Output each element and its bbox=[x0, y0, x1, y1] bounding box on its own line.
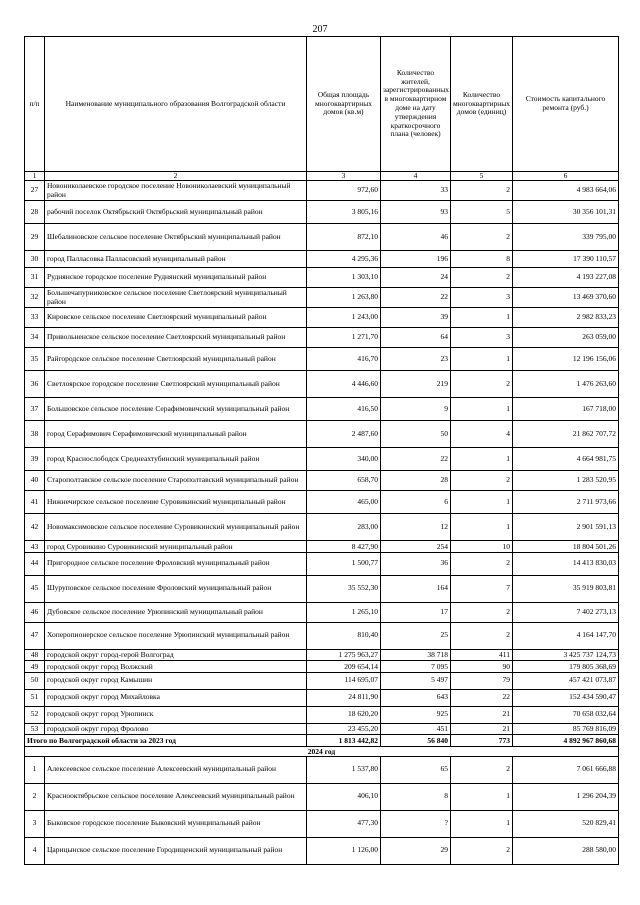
houses-cell: 1 bbox=[451, 783, 513, 810]
municipality-name: Большовское сельское поселение Серафимовичский муниципальный район bbox=[45, 398, 307, 421]
area-cell: 406,10 bbox=[307, 783, 381, 810]
cost-cell: 2 901 591,13 bbox=[513, 514, 619, 541]
header-name: Наименование муниципального образования Волгоградской области bbox=[45, 37, 307, 172]
houses-cell: 411 bbox=[451, 649, 513, 661]
houses-cell: 2 bbox=[451, 837, 513, 864]
houses-cell: 1 bbox=[451, 398, 513, 421]
area-cell: 340,00 bbox=[307, 448, 381, 471]
table-row bbox=[25, 622, 619, 649]
houses-cell: 2 bbox=[451, 268, 513, 288]
municipality-name: Старополтавское сельское поселение Старополтавский муниципальный район bbox=[45, 471, 307, 491]
cost-cell: 1 476 263,60 bbox=[513, 371, 619, 398]
residents-cell: 6 bbox=[381, 491, 451, 514]
header-houses: Количество многоквартирных домов (единиц) bbox=[451, 37, 513, 172]
municipality-name: Светлоярское городское поселение Светлоярский муниципальный район bbox=[45, 371, 307, 398]
cost-cell: 1 296 204,39 bbox=[513, 783, 619, 810]
cost-cell: 21 862 707,72 bbox=[513, 421, 619, 448]
area-cell: 477,30 bbox=[307, 810, 381, 837]
table-row bbox=[25, 672, 619, 689]
municipality-name: городской округ город-герой Волгоград bbox=[45, 649, 307, 661]
area-cell: 8 427,90 bbox=[307, 541, 381, 553]
residents-cell: 33 bbox=[381, 181, 451, 201]
municipality-name: городской округ город Фролово bbox=[45, 723, 307, 735]
residents-cell: 451 bbox=[381, 723, 451, 735]
residents-cell: 22 bbox=[381, 288, 451, 308]
residents-cell: 28 bbox=[381, 471, 451, 491]
cost-cell: 35 919 803,81 bbox=[513, 575, 619, 602]
area-cell: 658,70 bbox=[307, 471, 381, 491]
table-row bbox=[25, 649, 619, 661]
total-row-2023 bbox=[25, 735, 619, 747]
residents-cell: 65 bbox=[381, 756, 451, 783]
cost-cell: 288 580,00 bbox=[513, 837, 619, 864]
municipality-name: Новониколаевское городское поселение Новониколаевский муниципальный район bbox=[45, 181, 307, 201]
municipality-name: Краснооктябрьское сельское поселение Алексеевский муниципальный район bbox=[45, 783, 307, 810]
cost-cell: 3 425 737 124,73 bbox=[513, 649, 619, 661]
area-cell: 1 243,00 bbox=[307, 308, 381, 328]
table-row bbox=[25, 514, 619, 541]
residents-cell: 29 bbox=[381, 837, 451, 864]
cost-cell: 70 658 032,64 bbox=[513, 706, 619, 723]
houses-cell: 1 bbox=[451, 491, 513, 514]
cost-cell: 152 434 590,47 bbox=[513, 689, 619, 706]
table-row bbox=[25, 398, 619, 421]
row-number: 36 bbox=[25, 371, 45, 398]
table-row bbox=[25, 308, 619, 328]
cost-cell: 4 983 664,06 bbox=[513, 181, 619, 201]
total-houses: 773 bbox=[451, 735, 513, 747]
municipality-name: Руднянское городское поселение Руднянский муниципальный район bbox=[45, 268, 307, 288]
row-number: 28 bbox=[25, 201, 45, 224]
column-number: 5 bbox=[451, 172, 513, 181]
table-row bbox=[25, 471, 619, 491]
municipality-name: Хоперопионерское сельское поселение Урюпинский муниципальный район bbox=[45, 622, 307, 649]
houses-cell: 1 bbox=[451, 514, 513, 541]
table-row bbox=[25, 575, 619, 602]
table-row bbox=[25, 723, 619, 735]
table-row bbox=[25, 251, 619, 268]
header-area: Общая площадь многоквартирных домов (кв.м) bbox=[307, 37, 381, 172]
column-number: 2 bbox=[45, 172, 307, 181]
row-number: 41 bbox=[25, 491, 45, 514]
cost-cell: 1 283 520,95 bbox=[513, 471, 619, 491]
table-row bbox=[25, 689, 619, 706]
houses-cell: 3 bbox=[451, 328, 513, 348]
municipality-name: Большечапурниковское сельское поселение Светлоярский муниципальный район bbox=[45, 288, 307, 308]
residents-cell: ? bbox=[381, 810, 451, 837]
municipality-name: город Палласовка Палласовский муниципальный район bbox=[45, 251, 307, 268]
residents-cell: 46 bbox=[381, 224, 451, 251]
cost-cell: 263 059,00 bbox=[513, 328, 619, 348]
residents-cell: 50 bbox=[381, 421, 451, 448]
municipality-name: Алексеевское сельское поселение Алексеевский муниципальный район bbox=[45, 756, 307, 783]
cost-cell: 457 421 073,87 bbox=[513, 672, 619, 689]
table-row bbox=[25, 552, 619, 575]
area-cell: 4 446,60 bbox=[307, 371, 381, 398]
cost-cell: 30 356 101,31 bbox=[513, 201, 619, 224]
row-number: 3 bbox=[25, 810, 45, 837]
municipality-name: Шебалиновское сельское поселение Октябрьский муниципальный район bbox=[45, 224, 307, 251]
houses-cell: 90 bbox=[451, 661, 513, 673]
area-cell: 872,10 bbox=[307, 224, 381, 251]
residents-cell: 925 bbox=[381, 706, 451, 723]
cost-cell: 179 805 368,69 bbox=[513, 661, 619, 673]
houses-cell: 2 bbox=[451, 181, 513, 201]
residents-cell: 93 bbox=[381, 201, 451, 224]
houses-cell: 2 bbox=[451, 756, 513, 783]
row-number: 46 bbox=[25, 602, 45, 622]
table-row bbox=[25, 328, 619, 348]
area-cell: 465,00 bbox=[307, 491, 381, 514]
municipality-name: Шуруповское сельское поселение Фроловский муниципальный район bbox=[45, 575, 307, 602]
houses-cell: 3 bbox=[451, 288, 513, 308]
row-number: 40 bbox=[25, 471, 45, 491]
cost-cell: 167 718,00 bbox=[513, 398, 619, 421]
houses-cell: 21 bbox=[451, 723, 513, 735]
row-number: 39 bbox=[25, 448, 45, 471]
area-cell: 4 295,36 bbox=[307, 251, 381, 268]
column-number: 3 bbox=[307, 172, 381, 181]
column-number: 1 bbox=[25, 172, 45, 181]
cost-cell: 17 390 110,57 bbox=[513, 251, 619, 268]
area-cell: 35 552,30 bbox=[307, 575, 381, 602]
table-row bbox=[25, 491, 619, 514]
area-cell: 23 455,20 bbox=[307, 723, 381, 735]
table-row bbox=[25, 541, 619, 553]
houses-cell: 10 bbox=[451, 541, 513, 553]
houses-cell: 2 bbox=[451, 371, 513, 398]
residents-cell: 643 bbox=[381, 689, 451, 706]
municipality-name: городской округ город Камышин bbox=[45, 672, 307, 689]
houses-cell: 2 bbox=[451, 602, 513, 622]
cost-cell: 4 193 227,08 bbox=[513, 268, 619, 288]
residents-cell: 25 bbox=[381, 622, 451, 649]
cost-cell: 13 469 370,60 bbox=[513, 288, 619, 308]
table-row bbox=[25, 602, 619, 622]
residents-cell: 164 bbox=[381, 575, 451, 602]
table-row bbox=[25, 837, 619, 864]
area-cell: 810,40 bbox=[307, 622, 381, 649]
municipality-name: город Серафимович Серафимовичский муниципальный район bbox=[45, 421, 307, 448]
municipality-name: Райгородское сельское поселение Светлоярский муниципальный район bbox=[45, 348, 307, 371]
area-cell: 209 654,14 bbox=[307, 661, 381, 673]
houses-cell: 8 bbox=[451, 251, 513, 268]
table-row bbox=[25, 224, 619, 251]
total-residents: 56 840 bbox=[381, 735, 451, 747]
residents-cell: 36 bbox=[381, 552, 451, 575]
area-cell: 1 265,10 bbox=[307, 602, 381, 622]
table-row bbox=[25, 661, 619, 673]
row-number: 38 bbox=[25, 421, 45, 448]
row-number: 42 bbox=[25, 514, 45, 541]
row-number: 1 bbox=[25, 756, 45, 783]
municipality-name: Нижнечирское сельское поселение Суровикинский муниципальный район bbox=[45, 491, 307, 514]
header-cost: Стоимость капитального ремонта (руб.) bbox=[513, 37, 619, 172]
municipality-name: Привольненское сельское поселение Светлоярский муниципальный район bbox=[45, 328, 307, 348]
row-number: 49 bbox=[25, 661, 45, 673]
residents-cell: 39 bbox=[381, 308, 451, 328]
total-cost: 4 892 967 860,68 bbox=[513, 735, 619, 747]
residents-cell: 9 bbox=[381, 398, 451, 421]
houses-cell: 22 bbox=[451, 689, 513, 706]
row-number: 43 bbox=[25, 541, 45, 553]
area-cell: 972,60 bbox=[307, 181, 381, 201]
table-row bbox=[25, 810, 619, 837]
area-cell: 1 537,80 bbox=[307, 756, 381, 783]
houses-cell: 1 bbox=[451, 348, 513, 371]
table-row bbox=[25, 448, 619, 471]
row-number: 34 bbox=[25, 328, 45, 348]
column-number-row bbox=[25, 172, 619, 181]
municipality-name: городской округ город Михайловка bbox=[45, 689, 307, 706]
table-row bbox=[25, 783, 619, 810]
municipality-name: Дубовское сельское поселение Урюпинский муниципальный район bbox=[45, 602, 307, 622]
row-number: 53 bbox=[25, 723, 45, 735]
municipality-name: Царицынское сельское поселение Городищенский муниципальный район bbox=[45, 837, 307, 864]
area-cell: 1 303,10 bbox=[307, 268, 381, 288]
residents-cell: 22 bbox=[381, 448, 451, 471]
area-cell: 114 695,07 bbox=[307, 672, 381, 689]
table-row bbox=[25, 288, 619, 308]
houses-cell: 1 bbox=[451, 448, 513, 471]
area-cell: 416,50 bbox=[307, 398, 381, 421]
header-num: п/п bbox=[25, 37, 45, 172]
houses-cell: 2 bbox=[451, 224, 513, 251]
cost-cell: 339 795,00 bbox=[513, 224, 619, 251]
table-row bbox=[25, 706, 619, 723]
residents-cell: 8 bbox=[381, 783, 451, 810]
cost-cell: 2 711 973,66 bbox=[513, 491, 619, 514]
houses-cell: 4 bbox=[451, 421, 513, 448]
area-cell: 283,00 bbox=[307, 514, 381, 541]
residents-cell: 17 bbox=[381, 602, 451, 622]
row-number: 52 bbox=[25, 706, 45, 723]
houses-cell: 7 bbox=[451, 575, 513, 602]
row-number: 45 bbox=[25, 575, 45, 602]
cost-cell: 18 804 501,26 bbox=[513, 541, 619, 553]
cost-cell: 7 402 273,13 bbox=[513, 602, 619, 622]
row-number: 27 bbox=[25, 181, 45, 201]
municipality-name: городской округ город Урюпинск bbox=[45, 706, 307, 723]
cost-cell: 85 769 816,09 bbox=[513, 723, 619, 735]
area-cell: 1 126,00 bbox=[307, 837, 381, 864]
table-row bbox=[25, 348, 619, 371]
column-number: 6 bbox=[513, 172, 619, 181]
row-number: 31 bbox=[25, 268, 45, 288]
residents-cell: 12 bbox=[381, 514, 451, 541]
municipality-name: Новомаксимовское сельское поселение Суровикинский муниципальный район bbox=[45, 514, 307, 541]
area-cell: 1 263,80 bbox=[307, 288, 381, 308]
municipality-name: Пригородное сельское поселение Фроловский муниципальный район bbox=[45, 552, 307, 575]
municipality-name: город Суровикино Суровикинский муниципальный район bbox=[45, 541, 307, 553]
row-number: 44 bbox=[25, 552, 45, 575]
row-number: 51 bbox=[25, 689, 45, 706]
cost-cell: 14 413 830,03 bbox=[513, 552, 619, 575]
table-row bbox=[25, 201, 619, 224]
residents-cell: 5 497 bbox=[381, 672, 451, 689]
houses-cell: 2 bbox=[451, 471, 513, 491]
total-label: Итого по Волгоградской области за 2023 год bbox=[25, 735, 307, 747]
municipality-name: город Краснослободск Среднеахтубинский муниципальный район bbox=[45, 448, 307, 471]
area-cell: 2 487,60 bbox=[307, 421, 381, 448]
row-number: 29 bbox=[25, 224, 45, 251]
cost-cell: 7 061 666,88 bbox=[513, 756, 619, 783]
header-residents: Количество жителей, зарегистрированных в многоквартирном доме на дату утверждения краткосрочного плана (человек) bbox=[381, 37, 451, 172]
area-cell: 1 271,70 bbox=[307, 328, 381, 348]
row-number: 48 bbox=[25, 649, 45, 661]
residents-cell: 38 718 bbox=[381, 649, 451, 661]
area-cell: 1 500,77 bbox=[307, 552, 381, 575]
houses-cell: 2 bbox=[451, 622, 513, 649]
table-row bbox=[25, 268, 619, 288]
houses-cell: 1 bbox=[451, 810, 513, 837]
houses-cell: 1 bbox=[451, 308, 513, 328]
area-cell: 18 620,20 bbox=[307, 706, 381, 723]
column-number: 4 bbox=[381, 172, 451, 181]
table-row bbox=[25, 421, 619, 448]
page-number: 207 bbox=[312, 24, 328, 35]
cost-cell: 12 196 156,06 bbox=[513, 348, 619, 371]
residents-cell: 64 bbox=[381, 328, 451, 348]
houses-cell: 21 bbox=[451, 706, 513, 723]
municipality-name: рабочий поселок Октябрьский Октябрьский муниципальный район bbox=[45, 201, 307, 224]
table-row bbox=[25, 181, 619, 201]
capital-repair-table bbox=[24, 36, 619, 865]
area-cell: 24 811,90 bbox=[307, 689, 381, 706]
row-number: 30 bbox=[25, 251, 45, 268]
table-row bbox=[25, 756, 619, 783]
residents-cell: 24 bbox=[381, 268, 451, 288]
row-number: 37 bbox=[25, 398, 45, 421]
houses-cell: 79 bbox=[451, 672, 513, 689]
cost-cell: 4 664 981,75 bbox=[513, 448, 619, 471]
row-number: 4 bbox=[25, 837, 45, 864]
area-cell: 1 275 963,27 bbox=[307, 649, 381, 661]
houses-cell: 5 bbox=[451, 201, 513, 224]
row-number: 35 bbox=[25, 348, 45, 371]
municipality-name: Кировское сельское поселение Светлоярский муниципальный район bbox=[45, 308, 307, 328]
residents-cell: 7 095 bbox=[381, 661, 451, 673]
area-cell: 3 805,16 bbox=[307, 201, 381, 224]
area-cell: 416,70 bbox=[307, 348, 381, 371]
cost-cell: 520 829,41 bbox=[513, 810, 619, 837]
row-number: 32 bbox=[25, 288, 45, 308]
year-2024-heading: 2024 год bbox=[25, 746, 619, 756]
residents-cell: 23 bbox=[381, 348, 451, 371]
total-area: 1 813 442,82 bbox=[307, 735, 381, 747]
cost-cell: 2 982 833,23 bbox=[513, 308, 619, 328]
houses-cell: 2 bbox=[451, 552, 513, 575]
residents-cell: 254 bbox=[381, 541, 451, 553]
row-number: 47 bbox=[25, 622, 45, 649]
year-2024-heading-row bbox=[25, 746, 619, 756]
table-row bbox=[25, 371, 619, 398]
row-number: 2 bbox=[25, 783, 45, 810]
row-number: 50 bbox=[25, 672, 45, 689]
cost-cell: 4 164 147,70 bbox=[513, 622, 619, 649]
municipality-name: Быковское городское поселение Быковский муниципальный район bbox=[45, 810, 307, 837]
municipality-name: городской округ город Волжский bbox=[45, 661, 307, 673]
residents-cell: 196 bbox=[381, 251, 451, 268]
residents-cell: 219 bbox=[381, 371, 451, 398]
row-number: 33 bbox=[25, 308, 45, 328]
